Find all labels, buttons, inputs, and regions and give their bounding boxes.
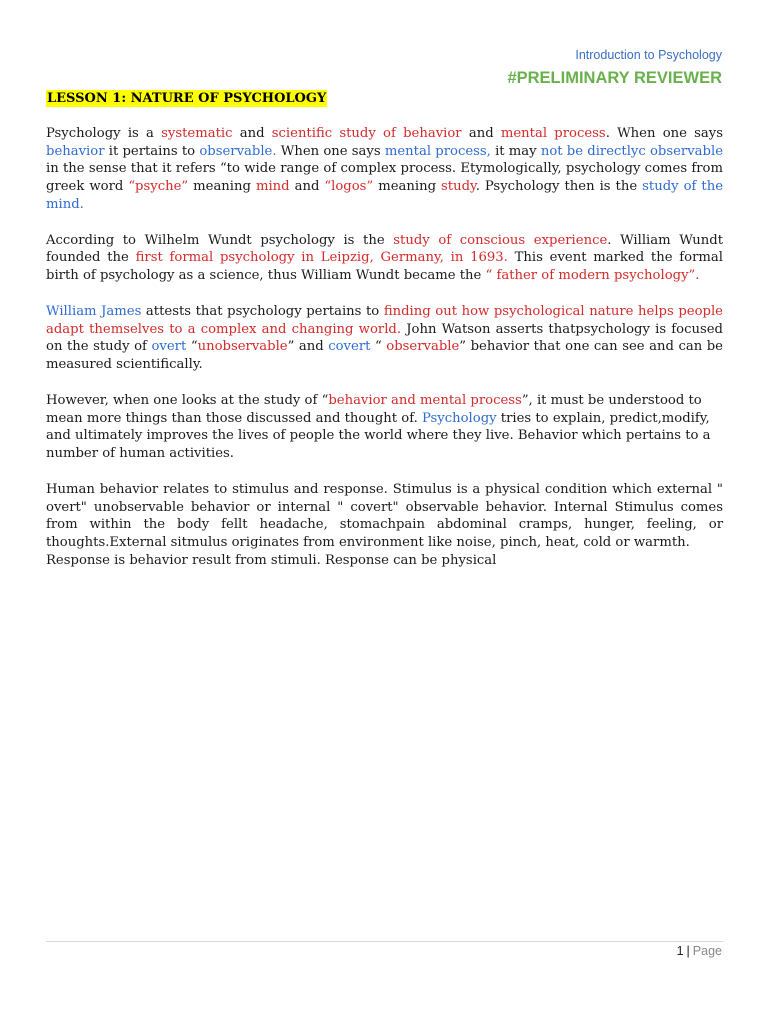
highlight-term: not be directlyc observable (540, 143, 724, 159)
text-run: However, when one looks at the study of “ (46, 392, 329, 408)
page-number: 1 (676, 944, 684, 958)
highlight-term: study (441, 179, 476, 195)
text-run: ” and (287, 339, 329, 355)
document-body (46, 90, 723, 570)
page-header (507, 46, 722, 89)
text-run: According to Wilhelm Wundt psychology is the (46, 232, 394, 248)
highlight-term: study of the mind. (46, 179, 724, 212)
highlight-term: mental process (500, 125, 606, 141)
text-run: . When one says (605, 125, 724, 141)
paragraph-definition (46, 125, 723, 214)
text-run: tries to explain, predict,modify, and ultimately improves the lives of people the world where they live. Behavior which pertains to a number of human activities. (46, 410, 711, 462)
highlight-term: observable (386, 339, 460, 355)
paragraph-james-watson (46, 303, 723, 374)
highlight-term: unobservable (197, 339, 288, 355)
text-run: ”, it must be understood to mean more things than those discussed and thought of. (46, 392, 702, 426)
highlight-term: systematic (161, 125, 233, 141)
text-run: and (461, 125, 501, 141)
text-run: “ (186, 339, 198, 355)
highlight-term: finding out how psychological nature helps people adapt themselves to a complex and changing world. (46, 303, 723, 337)
highlight-term: “psyche” (128, 179, 189, 195)
page-footer (677, 944, 722, 958)
highlight-term: first formal psychology in Leipzig, Germany, in 1693. (135, 250, 508, 266)
text-run: . Psychology then is the (475, 179, 643, 195)
text-run: it may (490, 143, 541, 159)
highlight-term: “logos” (324, 179, 374, 195)
highlight-term: mental process, (384, 143, 491, 159)
text-run: When one says (276, 143, 385, 159)
paragraph-response: Response is behavior result from stimuli. Response can be physical (46, 552, 497, 568)
paragraph-stimulus: Human behavior relates to stimulus and response. Stimulus is a physical condition which external " overt" unobservable behavior or internal " covert" observable behavior. Internal Stimulus comes from within the body fellt headache, stomachpain abdominal cramps, hunger, feeling, or thoughts.External sitmulus originates from environment like noise, pinch, heat, cold or warmth. (46, 481, 723, 551)
text-run: John Watson asserts thatpsychology is focused on the study of (46, 321, 723, 355)
header-subtitle: Introduction to Psychology (575, 48, 722, 62)
text-run: and (232, 125, 272, 141)
lesson-title: LESSON 1: NATURE OF PSYCHOLOGY (47, 91, 327, 106)
highlight-term: Psychology (422, 410, 497, 426)
paragraph-behavior-mental (46, 392, 723, 463)
footer-divider (46, 941, 723, 942)
text-run: meaning (188, 179, 256, 195)
highlight-term: mind (255, 179, 290, 195)
text-run: . William Wundt founded the (46, 232, 723, 266)
text-run: This event marked the formal birth of psychology as a science, thus William Wundt became the (46, 250, 723, 284)
text-run: it pertains to (104, 143, 200, 159)
paragraph-wundt (46, 232, 723, 285)
header-title: #PRELIMINARY REVIEWER (507, 69, 722, 87)
footer-separator: | (686, 944, 690, 958)
highlight-term: overt (151, 339, 187, 355)
text-run: in the sense that it refers “to wide range of complex process. Etymologically, psychology comes from greek word (46, 161, 723, 195)
highlight-term: covert (328, 339, 371, 355)
highlight-term: “ father of modern psychology”. (485, 268, 700, 284)
text-run: attests that psychology pertains to (141, 303, 384, 319)
highlight-term: behavior and mental process (328, 392, 522, 408)
text-run: meaning (373, 179, 442, 195)
highlight-term: observable. (199, 143, 277, 159)
text-run: “ (370, 339, 387, 355)
text-run: Psychology is a (46, 125, 162, 141)
text-run: ” behavior that one can see and can be measured scientifically. (46, 339, 723, 373)
highlight-term: scientific study of behavior (271, 125, 462, 141)
page-label: Page (692, 944, 722, 958)
text-run: and (289, 179, 325, 195)
highlight-term: behavior (46, 143, 105, 159)
highlight-term: William James (46, 303, 142, 319)
highlight-term: study of conscious experience (393, 232, 608, 248)
